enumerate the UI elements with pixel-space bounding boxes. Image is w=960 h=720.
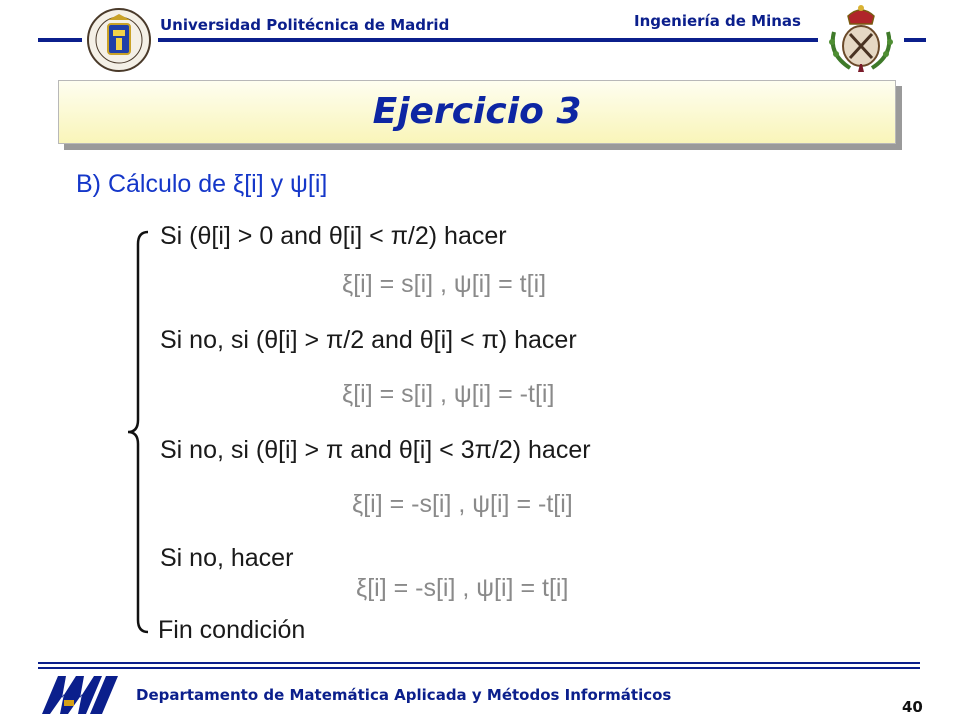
mai-logo-icon (40, 670, 120, 716)
assignment-4: ξ[i] = -s[i] , ψ[i] = t[i] (356, 574, 569, 602)
page-number: 40 (902, 698, 923, 716)
upm-crest-icon (86, 4, 152, 76)
header-rule-left (38, 38, 82, 42)
university-name: Universidad Politécnica de Madrid (160, 16, 450, 34)
school-name: Ingeniería de Minas (634, 12, 801, 30)
section-subtitle: B) Cálculo de ξ[i] y ψ[i] (76, 170, 328, 198)
mining-school-crest-icon (822, 2, 900, 76)
title-banner (58, 80, 896, 144)
footer-rule-bottom (38, 667, 920, 669)
assignment-3: ξ[i] = -s[i] , ψ[i] = -t[i] (352, 490, 573, 518)
header-rule-center (158, 38, 818, 42)
header-rule-right (904, 38, 926, 42)
end-condition: Fin condición (158, 616, 306, 644)
condition-4: Si no, hacer (160, 544, 294, 572)
condition-2: Si no, si (θ[i] > π/2 and θ[i] < π) hacer (160, 326, 577, 354)
left-brace (118, 228, 154, 636)
condition-1: Si (θ[i] > 0 and θ[i] < π/2) hacer (160, 222, 507, 250)
department-name: Departamento de Matemática Aplicada y Métodos Informáticos (136, 686, 672, 704)
condition-3: Si no, si (θ[i] > π and θ[i] < 3π/2) hacer (160, 436, 591, 464)
assignment-1: ξ[i] = s[i] , ψ[i] = t[i] (342, 270, 547, 298)
slide-title: Ejercicio 3 (372, 91, 582, 132)
assignment-2: ξ[i] = s[i] , ψ[i] = -t[i] (342, 380, 555, 408)
footer-rule-top (38, 662, 920, 664)
